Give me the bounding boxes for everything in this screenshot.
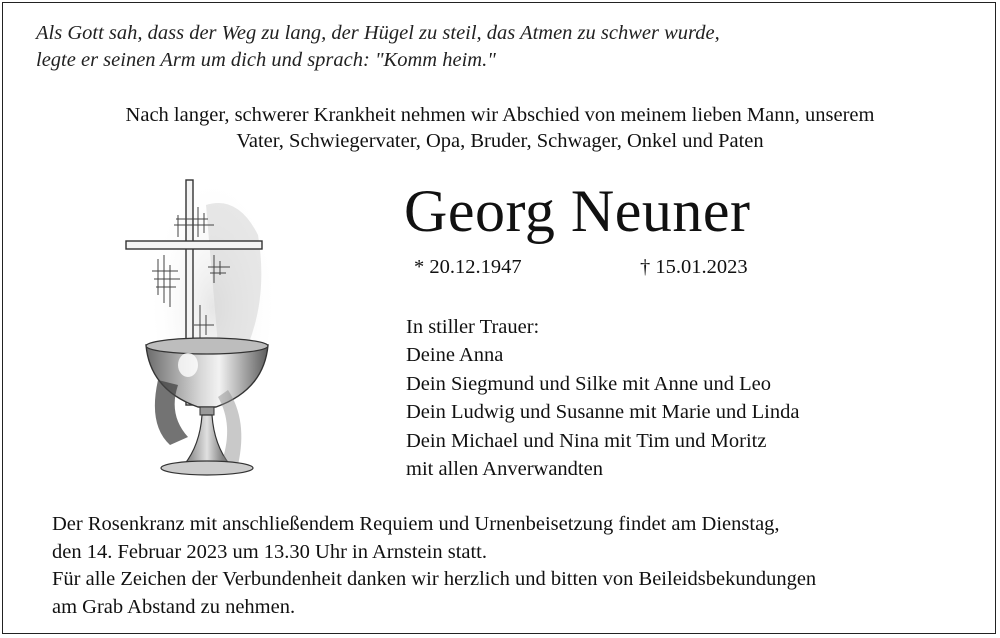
cross-and-chalice-icon [118, 175, 278, 485]
quote-line: legte er seinen Arm um dich und sprach: "Komm heim." [36, 49, 496, 71]
intro-line: Nach langer, schwerer Krankheit nehmen wir Abschied von meinem lieben Mann, unserem [125, 104, 875, 126]
service-info [52, 511, 816, 621]
service-line: Für alle Zeichen der Verbundenheit danken wir herzlich und bitten von Beileidsbekundungen [52, 568, 817, 590]
mourner-line: Dein Ludwig und Susanne mit Marie und Linda [406, 401, 800, 424]
deceased-name: Georg Neuner [404, 178, 751, 244]
intro-text [0, 102, 1000, 154]
intro-line: Vater, Schwiegervater, Opa, Bruder, Schwager, Onkel und Paten [236, 130, 764, 152]
quote [36, 20, 936, 74]
service-line: Der Rosenkranz mit anschließendem Requiem und Urnenbeisetzung findet am Dienstag, [52, 513, 780, 535]
mourners-heading: In stiller Trauer: [406, 316, 540, 338]
service-line: den 14. Februar 2023 um 13.30 Uhr in Arnstein statt. [52, 540, 488, 563]
death-date: † 15.01.2023 [640, 256, 748, 278]
quote-line: Als Gott sah, dass der Weg zu lang, der Hügel zu steil, das Atmen zu schwer wurde, [36, 22, 720, 44]
mourner-line: mit allen Anverwandten [406, 458, 603, 481]
mourner-line: Dein Michael und Nina mit Tim und Moritz [406, 429, 767, 452]
mourner-line: Deine Anna [406, 344, 504, 367]
mourners-list [406, 313, 799, 483]
service-line: am Grab Abstand zu nehmen. [52, 595, 296, 618]
mourner-line: Dein Siegmund und Silke mit Anne und Leo [406, 372, 771, 395]
birth-date: * 20.12.1947 [414, 256, 522, 278]
